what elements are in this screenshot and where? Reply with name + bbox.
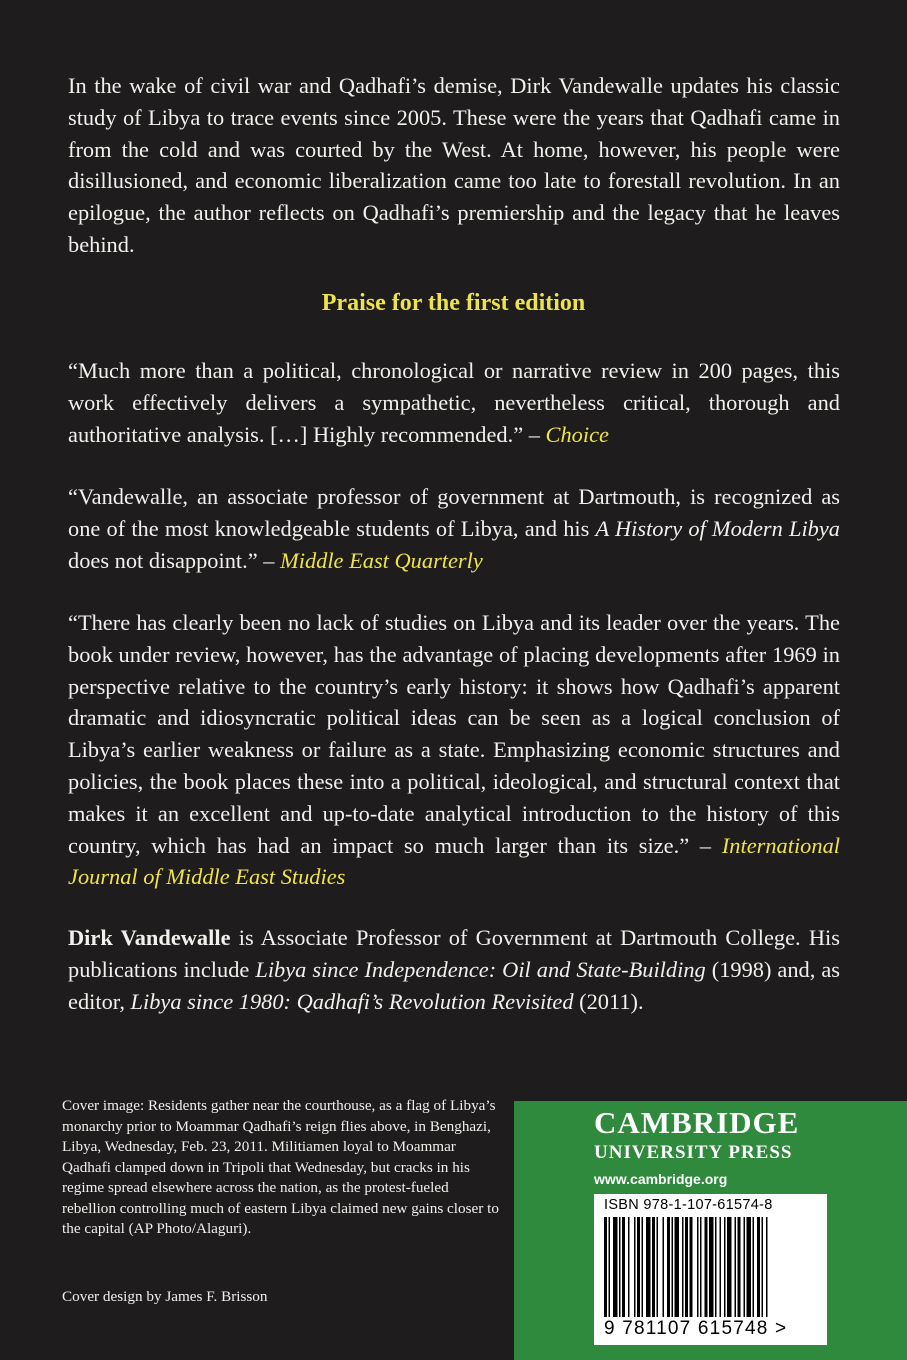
barcode-bar	[724, 1217, 726, 1317]
bio-text-3: (2011).	[579, 988, 644, 1014]
quote-text-end: does not disappoint.” –	[68, 547, 275, 573]
barcode-bar	[735, 1217, 737, 1317]
barcode-bar	[642, 1217, 644, 1317]
barcode-bar	[663, 1217, 665, 1317]
barcode-bar	[672, 1217, 674, 1317]
review-quote-meq	[68, 481, 840, 576]
author-name: Dirk Vandewalle	[68, 925, 231, 950]
barcode-bar	[685, 1217, 688, 1317]
barcode-bar	[709, 1217, 714, 1317]
barcode-bar	[652, 1217, 655, 1317]
barcode-bar	[697, 1217, 699, 1317]
quote-source: Middle East Quarterly	[280, 547, 483, 573]
barcode-bar	[757, 1217, 760, 1317]
publisher-subtitle: UNIVERSITY PRESS	[594, 1142, 793, 1163]
bio-book-1: Libya since Independence: Oil and State-Building	[255, 956, 706, 982]
barcode-bar	[720, 1217, 722, 1317]
barcode-bar	[747, 1217, 752, 1317]
quote-source: International Journal of Middle East Studies	[68, 832, 840, 890]
cover-design-credit: Cover design by James F. Brisson	[62, 1288, 268, 1305]
barcode-bar	[675, 1217, 680, 1317]
barcode-bar	[628, 1217, 630, 1317]
barcode-bar	[657, 1217, 659, 1317]
publisher-block	[514, 1101, 907, 1360]
isbn-label: ISBN 978-1-107-61574-8	[604, 1197, 773, 1213]
cover-image-credit: Cover image: Residents gather near the courthouse, as a flag of Libya’s monarchy prior to Moammar Qadhafi’s reign flies above, in Benghazi, Libya, Wednesday, Feb. 23, 2011. Militiamen loyal to Moammar Qadhafi clamped down in Tripoli that Wednesday, but cracks in his regime spread elsewhere across the nation, as the protest-fueled rebellion controlling much of eastern Libya claimed new gains closer to the capital (AP Photo/Alaguri).	[62, 1097, 499, 1237]
barcode-bar	[682, 1217, 684, 1317]
review-quote-choice	[68, 355, 840, 450]
quote-text: “Vandewalle, an associate professor of government at Dartmouth, is recognized as one of the most knowledgeable students of Libya, and his	[68, 484, 840, 541]
bio-book-2: Libya since 1980: Qadhafi’s Revolution Revisited	[130, 988, 574, 1014]
barcode-digits: 9 781107 615748 >	[604, 1318, 788, 1339]
barcode-bar	[622, 1217, 625, 1317]
barcode-bar	[738, 1217, 741, 1317]
quote-text: “There has clearly been no lack of studies on Libya and its leader over the years. The book under review, however, has the advantage of placing developments after 1969 in perspective relative to the country’s early history: it shows how Qadhafi’s apparent dramatic and idiosyncratic political ideas can be seen as a logical conclusion of Libya’s earlier weakness or failure as a state. Emphasizing economic structures and policies, the book places these into a political, ideological, and structural context that makes it an excellent and up-to-date analytical introduction to the history of this country, which has had an impact so much larger than its size.” –	[68, 610, 840, 858]
barcode-bar	[613, 1217, 618, 1317]
quoted-book-title: A History of Modern Libya	[595, 515, 840, 541]
barcode-bar	[604, 1217, 607, 1317]
barcode-bar	[609, 1217, 611, 1317]
barcode-bar	[637, 1217, 640, 1317]
barcode-bar	[753, 1217, 755, 1317]
quote-text: “Much more than a political, chronological or narrative review in 200 pages, this work effectively delivers a sympathetic, nevertheless critical, thorough and authoritative analysis. […] Highly recommended.” –	[68, 358, 840, 447]
barcode-bar	[634, 1217, 636, 1317]
barcode-bar	[705, 1217, 708, 1317]
review-quote-ijmes	[68, 607, 840, 893]
author-bio	[68, 922, 840, 1017]
barcode-bar	[766, 1217, 768, 1317]
barcode-bar	[715, 1217, 717, 1317]
barcode	[604, 1217, 817, 1317]
barcode-bar	[700, 1217, 702, 1317]
quote-source: Choice	[545, 421, 609, 447]
barcode-bar	[690, 1217, 693, 1317]
praise-heading: Praise for the first edition	[321, 290, 586, 316]
barcode-bar	[646, 1217, 651, 1317]
book-description: In the wake of civil war and Qadhafi’s demise, Dirk Vandewalle updates his classic study of Libya to trace events since 2005. These were the years that Qadhafi came in from the cold and was courted by the West. At home, however, his people were disillusioned, and economic liberalization came too late to forestall revolution. In an epilogue, the author reflects on Qadhafi’s premiership and the legacy that he leaves behind.	[68, 73, 840, 257]
publisher-url: www.cambridge.org	[594, 1171, 728, 1187]
barcode-bar	[744, 1217, 746, 1317]
barcode-bar	[727, 1217, 732, 1317]
barcode-panel	[594, 1194, 827, 1345]
barcode-bar	[762, 1217, 764, 1317]
publisher-name: CAMBRIDGE	[594, 1105, 800, 1140]
barcode-bar	[619, 1217, 621, 1317]
barcode-bar	[667, 1217, 670, 1317]
bio-text: is Associate Professor of Government at Dartmouth College. His publications include	[68, 925, 840, 982]
bio-text-2: (1998) and, as editor,	[68, 956, 841, 1014]
